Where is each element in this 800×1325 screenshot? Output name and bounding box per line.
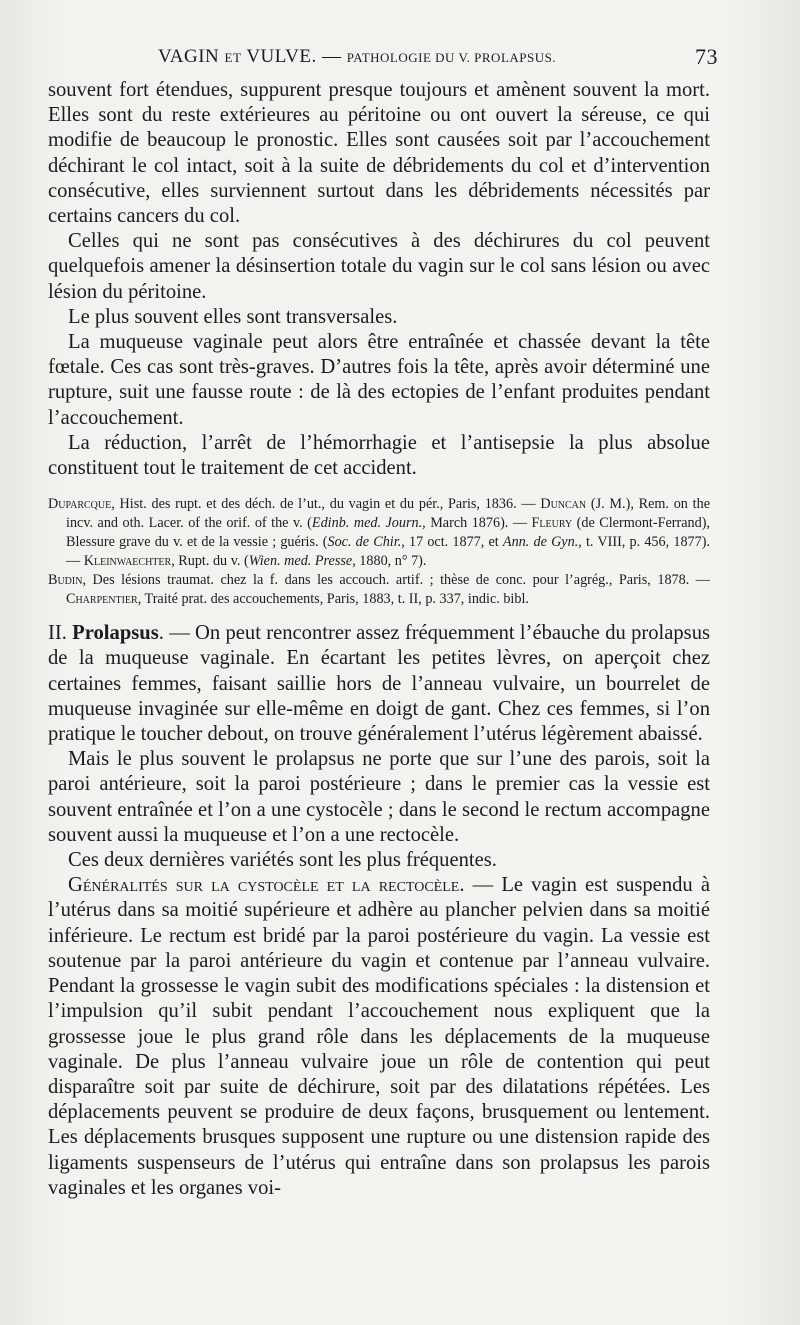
bibliography bbox=[48, 495, 710, 609]
paragraph: La muqueuse vaginale peut alors être entraînée et chassée devant la tête fœtale. Ces cas sont très-graves. D’autres fois la tête, après avoir déterminé une rupture, suit une fausse route : de là des ectopies de l’enfant produites pendant l’accouchement. bbox=[48, 331, 710, 429]
ref-text: , t. VIII, p. 456, 1877). — bbox=[66, 534, 710, 570]
ref-author: Duncan bbox=[540, 496, 587, 513]
paragraph: Ces deux dernières variétés sont les plus fréquentes. bbox=[68, 849, 497, 872]
ref-text: , Des lésions traumat. chez la f. dans les accouch. artif. ; thèse de conc. pour l’agrég., Paris, 1878. — bbox=[82, 572, 710, 589]
ref-author: Charpentier bbox=[66, 591, 138, 608]
paragraph: Celles qui ne sont pas consécutives à des déchirures du col peuvent quelquefois amener la désinsertion totale du vagin sur le col sans lésion ou avec lésion du péritoine. bbox=[48, 230, 710, 303]
ref-text: , March 1876). — bbox=[422, 515, 532, 532]
paragraph: La réduction, l’arrêt de l’hémorrhagie et l’antisepsie la plus absolue constituent tout le traitement de cet accident. bbox=[48, 431, 710, 480]
reference-entry bbox=[48, 571, 710, 609]
ref-text: (de Clermont-Ferrand), Blessure grave du v. et de la vessie ; guéris. ( bbox=[66, 515, 710, 551]
paragraph: Le plus souvent elles sont transversales. bbox=[68, 305, 398, 328]
ref-journal: Edinb. med. Journ. bbox=[311, 515, 423, 532]
section-heading: Prolapsus bbox=[72, 622, 159, 645]
section-prolapsus bbox=[48, 621, 710, 1201]
ref-author: Budin bbox=[48, 572, 83, 589]
subsection-heading: Généralités sur la cystocèle et la rectocèle. bbox=[68, 874, 465, 897]
title-dash: — bbox=[321, 46, 342, 67]
ref-author: Duparcque bbox=[48, 496, 112, 513]
ref-author: Fleury bbox=[531, 515, 573, 532]
ref-author: Kleinwaechter bbox=[83, 553, 172, 570]
title-subtitle: PATHOLOGIE DU V. PROLAPSUS. bbox=[346, 50, 557, 65]
section-text: . — On peut rencontrer assez fréquemment l’ébauche du prolapsus de la muqueuse vaginale. En écartant les petites lèvres, on aperçoit chez certaines femmes, faisant saillie hors de l’anneau vulvaire, un bourrelet de muqueuse invaginée sur elle-même en doigt de gant. Chez ces femmes, si l’on pratique le toucher debout, on trouve généralement l’utérus légèrement abaissé. bbox=[48, 622, 710, 746]
ref-text: (J. M.), Rem. on the incv. and oth. Lacer. of the orif. of the v. ( bbox=[66, 496, 710, 532]
title-et: ET bbox=[224, 50, 242, 65]
ref-text: , 1880, n° 7). bbox=[352, 553, 427, 570]
section-number: II. bbox=[48, 622, 67, 645]
subsection-text: — Le vagin est suspendu à l’utérus dans sa moitié supérieure et adhère au plancher pelvien dans sa moitié inférieure. Le rectum est bridé par la paroi postérieure du vagin. La vessie est soutenue par la paroi antérieure du vagin et contenue par l’anneau vulvaire. Pendant la grossesse le vagin subit des modifications spéciales : la distension et l’impulsion qu’il subit pendant l’accouchement nous expliquent que la grossesse joue le plus grand rôle dans les déplacements de la muqueuse vaginale. De plus l’anneau vulvaire joue un rôle de contention qui peut disparaître soit par suite de déchirure, soit par des dilatations répétées. Les déplacements peuvent se produire de deux façons, brusquement ou lentement. Les déplacements brusques supposent une rupture ou une distension rapide des ligaments suspenseurs de l’utérus qui entraîne dans son prolapsus les parois vaginales et les organes voi- bbox=[48, 874, 710, 1199]
paragraph bbox=[48, 873, 710, 1201]
page-number: 73 bbox=[695, 44, 718, 69]
title-vagin: VAGIN bbox=[158, 46, 220, 67]
ref-journal: Ann. de Gyn. bbox=[502, 534, 579, 551]
ref-text: , 17 oct. 1877, et bbox=[401, 534, 503, 551]
main-text bbox=[48, 78, 710, 481]
ref-text: , Rupt. du v. ( bbox=[171, 553, 249, 570]
section-paragraph bbox=[48, 621, 710, 747]
ref-journal: Soc. de Chir. bbox=[327, 534, 402, 551]
running-header bbox=[48, 38, 718, 78]
ref-text: , Traité prat. des accouchements, Paris, 1883, t. II, p. 337, indic. bibl. bbox=[137, 591, 529, 608]
title-vulve: VULVE. bbox=[246, 46, 317, 67]
reference-entry bbox=[48, 495, 710, 571]
paragraph: souvent fort étendues, suppurent presque toujours et amènent souvent la mort. Elles sont du reste extérieures au péritoine ou ont ouvert la séreuse, ce qui modifie de beaucoup le pronostic. Elles sont causées soit par l’accouchement déchirant le col intact, soit à la suite de débridements du col et d’intervention consécutive, elles surviennent surtout dans les débridements nécessités par certains cancers du col. bbox=[48, 79, 710, 228]
paragraph: Mais le plus souvent le prolapsus ne porte que sur l’une des parois, soit la paroi antérieure, soit la paroi postérieure ; dans le premier cas la vessie est souvent entraînée et l’on a une cystocèle ; dans le second le rectum accompagne souvent aussi la muqueuse et l’on a une rectocèle. bbox=[48, 748, 710, 846]
ref-journal: Wien. med. Presse bbox=[248, 553, 353, 570]
ref-text: , Hist. des rupt. et des déch. de l’ut., du vagin et du pér., Paris, 1836. — bbox=[111, 496, 541, 513]
running-title bbox=[158, 46, 556, 68]
